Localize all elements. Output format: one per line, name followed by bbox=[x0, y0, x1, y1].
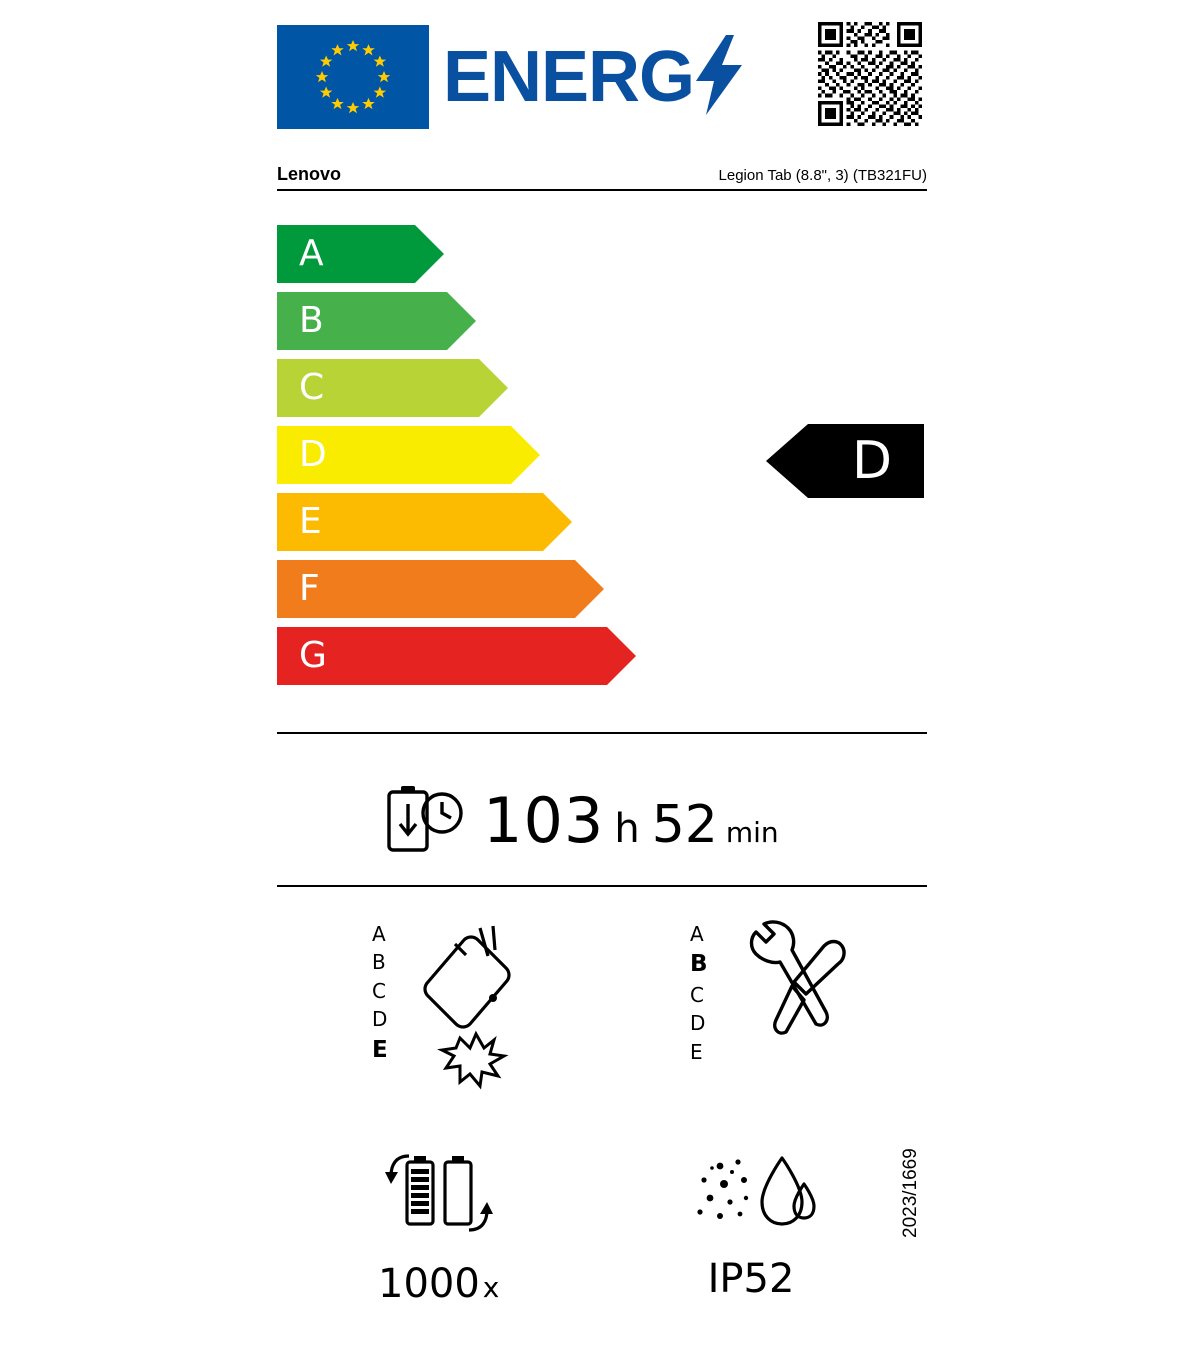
repairability-pictogram bbox=[690, 920, 848, 1085]
scale-row-d bbox=[277, 426, 677, 484]
regulation-reference: 2023/1669 bbox=[900, 1148, 921, 1238]
repair-class-e: E bbox=[690, 1039, 703, 1064]
scale-row-c bbox=[277, 359, 677, 417]
ingress-protection-caption bbox=[708, 1256, 795, 1302]
battery-hours-value: 103 bbox=[483, 783, 605, 857]
drop-class-e-active: E bbox=[372, 1036, 388, 1063]
brand-model-row bbox=[277, 155, 927, 191]
scale-letter-e: E bbox=[299, 501, 322, 542]
scale-row-e bbox=[277, 493, 677, 551]
eu-stars-icon bbox=[277, 25, 429, 129]
drop-resistance-pictogram bbox=[372, 920, 528, 1095]
energy-wordmark: ENERG bbox=[443, 37, 695, 117]
scale-letter-c: C bbox=[299, 367, 325, 408]
assigned-class-letter: D bbox=[851, 431, 893, 491]
drop-class-c: C bbox=[372, 978, 386, 1003]
repair-class-c: C bbox=[690, 983, 704, 1008]
efficiency-scale bbox=[277, 225, 677, 694]
lightning-bolt-icon bbox=[696, 35, 742, 120]
ingress-protection-pictogram bbox=[686, 1150, 816, 1302]
divider-upper bbox=[277, 732, 927, 734]
supplier-name: Lenovo bbox=[277, 164, 342, 184]
scale-letter-a: A bbox=[299, 233, 324, 274]
divider-lower bbox=[277, 885, 927, 887]
scale-row-f bbox=[277, 560, 677, 618]
battery-cycles-icon bbox=[379, 1140, 499, 1255]
scale-row-a bbox=[277, 225, 677, 283]
battery-minutes-unit: min bbox=[725, 815, 779, 849]
drop-class-d: D bbox=[372, 1007, 388, 1032]
repair-class-a: A bbox=[690, 922, 704, 946]
battery-cycles-unit: x bbox=[482, 1271, 500, 1304]
battery-minutes-value: 52 bbox=[651, 794, 718, 855]
drop-class-b: B bbox=[372, 950, 386, 975]
scale-row-b bbox=[277, 292, 677, 350]
repair-tools-icon bbox=[718, 920, 848, 1085]
dust-water-icon bbox=[686, 1150, 816, 1250]
battery-cycles-value: 1000 bbox=[378, 1261, 480, 1307]
qr-code-icon bbox=[818, 22, 922, 126]
scale-letter-f: F bbox=[299, 568, 320, 609]
drop-class-scale bbox=[372, 920, 388, 1066]
battery-hours-unit: h bbox=[614, 805, 640, 852]
repair-class-b-active: B bbox=[690, 951, 708, 978]
battery-cycles-caption bbox=[378, 1261, 499, 1307]
model-identifier: Legion Tab (8.8", 3) (TB321FU) bbox=[718, 167, 927, 184]
repair-class-scale bbox=[690, 920, 708, 1066]
battery-cycles-pictogram bbox=[378, 1140, 499, 1307]
scale-letter-d: D bbox=[299, 434, 327, 475]
assigned-class-pointer bbox=[766, 424, 924, 498]
repair-class-d: D bbox=[690, 1011, 706, 1036]
battery-clock-icon bbox=[380, 780, 475, 860]
scale-letter-b: B bbox=[299, 300, 324, 341]
battery-endurance-text bbox=[483, 784, 779, 857]
phone-drop-icon bbox=[398, 920, 528, 1095]
pointer-arrow-icon bbox=[766, 424, 808, 498]
battery-endurance-row bbox=[380, 775, 779, 865]
scale-letter-g: G bbox=[299, 635, 327, 676]
ingress-protection-value: IP52 bbox=[707, 1256, 795, 1302]
drop-class-a: A bbox=[372, 922, 386, 946]
scale-row-g bbox=[277, 627, 677, 685]
eu-flag-icon bbox=[277, 25, 429, 129]
